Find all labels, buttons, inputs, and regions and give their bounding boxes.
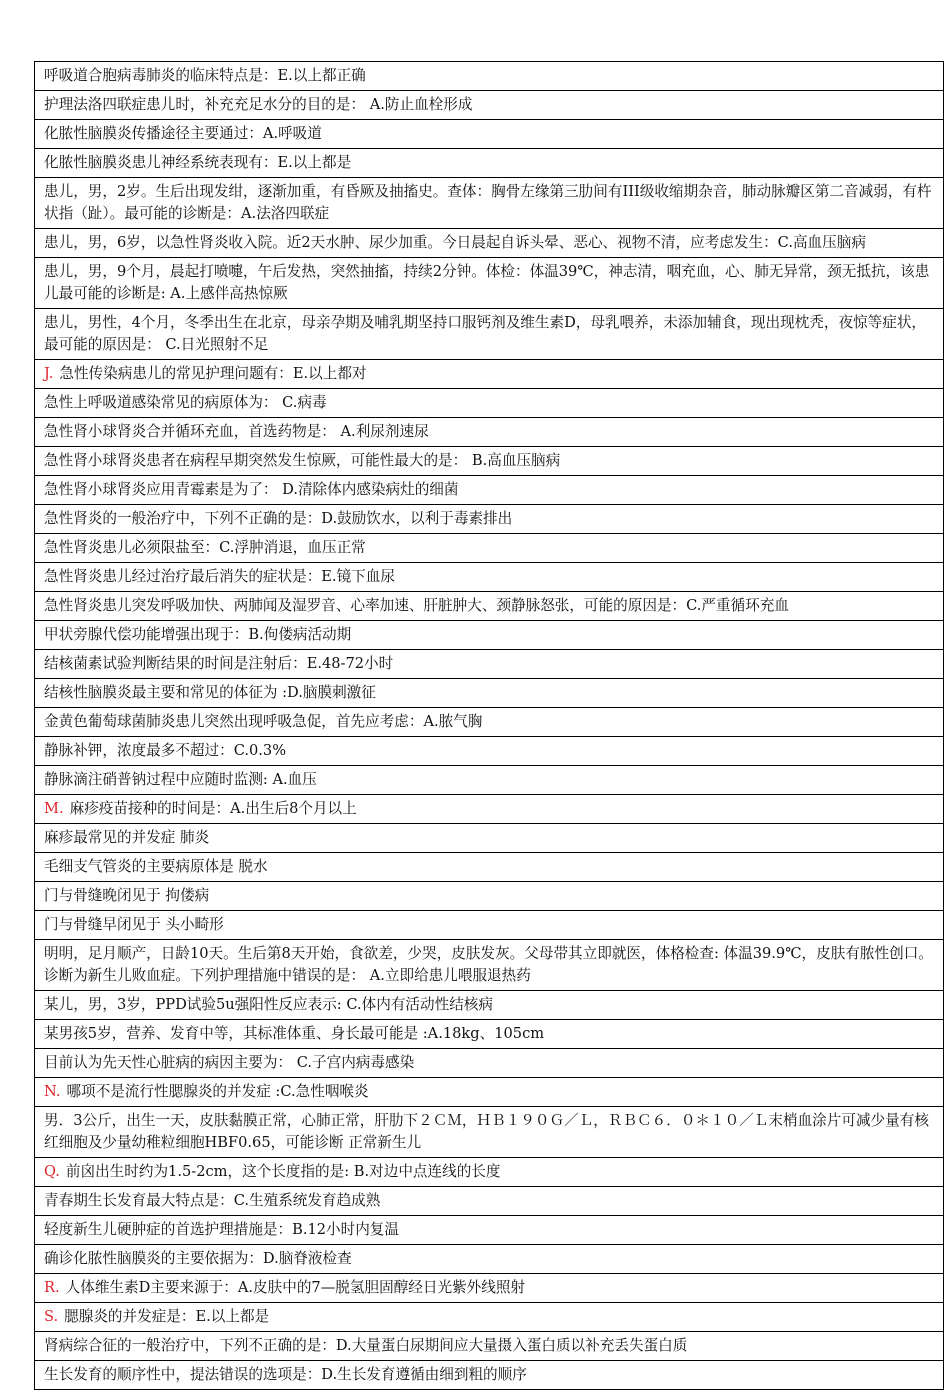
- question-answer-text: 男．3公斤，出生一天，皮肤黏膜正常，心肺正常，肝肋下２ＣＭ，ＨＢ１９０Ｇ／Ｌ，ＲＢＣ６．０＊１０／Ｌ末梢血涂片可减少量有核红细胞及少量幼稚粒细胞HBF0.65，可能诊断 正常新生儿: [44, 1112, 929, 1151]
- question-cell: [35, 149, 944, 178]
- question-cell: [35, 708, 944, 737]
- question-answer-text: 前囟出生时约为1.5-2cm，这个长度指的是: B.对边中点连线的长度: [65, 1163, 501, 1180]
- question-answer-text: 轻度新生儿硬肿症的首选护理措施是：B.12小时内复温: [44, 1221, 399, 1238]
- question-cell: [35, 911, 944, 940]
- table-row: [35, 1216, 944, 1245]
- question-answer-text: 急性肾炎患儿经过治疗最后消失的症状是：E.镜下血尿: [44, 568, 395, 585]
- question-cell: [35, 1020, 944, 1049]
- question-answer-text: 明明，足月顺产，日龄10天。生后第8天开始，食欲差，少哭，皮肤发灰。父母带其立即就医，体格检查: 体温39.9℃，皮肤有脓性创口。诊断为新生儿败血症。下列护理措施中错误的是： A.立即给患儿喂服退热药: [44, 945, 933, 984]
- table-row: [35, 737, 944, 766]
- table-row: [35, 1187, 944, 1216]
- question-answer-text: 麻疹疫苗接种的时间是：A.出生后8个月以上: [69, 800, 357, 817]
- table-row: [35, 679, 944, 708]
- question-answer-text: 患儿，男性，4个月，冬季出生在北京，母亲孕期及哺乳期坚持口服钙剂及维生素D，母乳喂养，未添加辅食，现出现枕秃，夜惊等症状，最可能的原因是： C.日光照射不足: [44, 314, 927, 353]
- question-answer-text: 腮腺炎的并发症是：E.以上都是: [64, 1308, 270, 1325]
- question-cell: [35, 650, 944, 679]
- table-row: [35, 1049, 944, 1078]
- question-answer-text: 急性肾炎患儿必须限盐至：C.浮肿消退，血压正常: [44, 539, 366, 556]
- table-row: [35, 1078, 944, 1107]
- question-answer-text: 患儿，男，9个月，晨起打喷嚏，午后发热，突然抽搐，持续2分钟。体检：体温39℃，神志清，咽充血，心、肺无异常，颈无抵抗，该患儿最可能的诊断是: A.上感伴高热惊厥: [44, 263, 930, 302]
- question-answer-text: 门与骨缝早闭见于 头小畸形: [44, 916, 224, 933]
- question-cell: [35, 1107, 944, 1158]
- question-answer-text: 化脓性脑膜炎传播途径主要通过：A.呼吸道: [44, 125, 322, 142]
- table-row: [35, 766, 944, 795]
- question-answer-text: 静脉滴注硝普钠过程中应随时监测: A.血压: [44, 771, 317, 788]
- question-cell: [35, 1216, 944, 1245]
- question-cell: [35, 824, 944, 853]
- question-answer-table: [34, 61, 944, 1390]
- question-cell: [35, 178, 944, 229]
- table-row: [35, 389, 944, 418]
- question-answer-text: 确诊化脓性脑膜炎的主要依据为：D.脑脊液检查: [44, 1250, 352, 1267]
- question-answer-text: 化脓性脑膜炎患儿神经系统表现有：E.以上都是: [44, 154, 352, 171]
- question-answer-text: 毛细支气管炎的主要病原体是 脱水: [44, 858, 268, 875]
- table-row: [35, 795, 944, 824]
- question-cell: [35, 1078, 944, 1107]
- question-cell: [35, 1187, 944, 1216]
- question-answer-text: 急性肾小球肾炎合并循环充血，首选药物是： A.利尿剂速尿: [44, 423, 429, 440]
- table-row: [35, 911, 944, 940]
- question-answer-text: 目前认为先天性心脏病的病因主要为： C.子宫内病毒感染: [44, 1054, 415, 1071]
- question-cell: [35, 505, 944, 534]
- question-cell: [35, 1303, 944, 1332]
- question-cell: [35, 534, 944, 563]
- table-row: [35, 178, 944, 229]
- question-cell: [35, 621, 944, 650]
- question-cell: [35, 258, 944, 309]
- question-answer-text: 护理法洛四联症患儿时，补充充足水分的目的是： A.防止血栓形成: [44, 96, 473, 113]
- index-letter: S.: [44, 1308, 59, 1325]
- table-row: [35, 505, 944, 534]
- question-cell: [35, 360, 944, 389]
- question-cell: [35, 229, 944, 258]
- table-row: [35, 882, 944, 911]
- question-answer-text: 呼吸道合胞病毒肺炎的临床特点是：E.以上都正确: [44, 67, 366, 84]
- question-answer-text: 青春期生长发育最大特点是：C.生殖系统发育趋成熟: [44, 1192, 381, 1209]
- index-letter: M.: [44, 800, 64, 817]
- table-row: [35, 1332, 944, 1361]
- index-letter: N.: [44, 1083, 61, 1100]
- question-cell: [35, 1158, 944, 1187]
- question-answer-table-body: [35, 62, 944, 1390]
- question-answer-text: 某男孩5岁，营养、发育中等，其标准体重、身长最可能是 :A.18kg、105cm: [44, 1025, 545, 1042]
- question-cell: [35, 476, 944, 505]
- table-row: [35, 149, 944, 178]
- question-answer-text: 急性传染病患儿的常见护理问题有：E.以上都对: [59, 365, 367, 382]
- question-answer-text: 急性肾小球肾炎患者在病程早期突然发生惊厥，可能性最大的是： B.高血压脑病: [44, 452, 561, 469]
- question-cell: [35, 91, 944, 120]
- index-letter: J.: [44, 365, 54, 382]
- table-row: [35, 853, 944, 882]
- table-row: [35, 563, 944, 592]
- question-cell: [35, 882, 944, 911]
- table-row: [35, 62, 944, 91]
- question-cell: [35, 592, 944, 621]
- question-cell: [35, 853, 944, 882]
- question-answer-text: 急性肾炎的一般治疗中，下列不正确的是：D.鼓励饮水，以利于毒素排出: [44, 510, 513, 527]
- index-letter: R.: [44, 1279, 60, 1296]
- table-row: [35, 1107, 944, 1158]
- question-answer-text: 结核性脑膜炎最主要和常见的体征为 :D.脑膜刺激征: [44, 684, 376, 701]
- question-answer-text: 甲状旁腺代偿功能增强出现于：B.佝偻病活动期: [44, 626, 352, 643]
- question-answer-text: 急性肾炎患儿突发呼吸加快、两肺闻及湿罗音、心率加速、肝脏肿大、颈静脉怒张，可能的原因是：C.严重循环充血: [44, 597, 789, 614]
- table-row: [35, 229, 944, 258]
- table-row: [35, 592, 944, 621]
- table-row: [35, 1020, 944, 1049]
- table-row: [35, 309, 944, 360]
- table-row: [35, 1303, 944, 1332]
- question-cell: [35, 1245, 944, 1274]
- question-answer-text: 急性肾小球肾炎应用青霉素是为了： D.清除体内感染病灶的细菌: [44, 481, 459, 498]
- question-answer-text: 患儿，男，6岁，以急性肾炎收入院。近2天水肿、尿少加重。今日晨起自诉头晕、恶心、视物不清，应考虑发生：C.高血压脑病: [44, 234, 866, 251]
- question-cell: [35, 1274, 944, 1303]
- table-row: [35, 708, 944, 737]
- table-row: [35, 1158, 944, 1187]
- question-answer-text: 哪项不是流行性腮腺炎的并发症 :C.急性咽喉炎: [66, 1083, 369, 1100]
- question-answer-text: 急性上呼吸道感染常见的病原体为： C.病毒: [44, 394, 327, 411]
- table-row: [35, 1245, 944, 1274]
- table-row: [35, 621, 944, 650]
- question-cell: [35, 766, 944, 795]
- question-cell: [35, 418, 944, 447]
- question-cell: [35, 389, 944, 418]
- table-row: [35, 534, 944, 563]
- question-cell: [35, 62, 944, 91]
- table-row: [35, 360, 944, 389]
- table-row: [35, 650, 944, 679]
- question-answer-text: 金黄色葡萄球菌肺炎患儿突然出现呼吸急促，首先应考虑：A.脓气胸: [44, 713, 483, 730]
- question-cell: [35, 1361, 944, 1390]
- question-cell: [35, 1049, 944, 1078]
- table-row: [35, 824, 944, 853]
- question-cell: [35, 447, 944, 476]
- table-row: [35, 1361, 944, 1390]
- table-row: [35, 447, 944, 476]
- question-cell: [35, 679, 944, 708]
- table-row: [35, 91, 944, 120]
- question-answer-text: 门与骨缝晚闭见于 拘偻病: [44, 887, 210, 904]
- table-row: [35, 991, 944, 1020]
- table-row: [35, 258, 944, 309]
- question-cell: [35, 309, 944, 360]
- index-letter: Q.: [44, 1163, 60, 1180]
- question-cell: [35, 1332, 944, 1361]
- question-answer-text: 人体维生素D主要来源于：A.皮肤中的7—脱氢胆固醇经日光紫外线照射: [65, 1279, 526, 1296]
- question-answer-text: 某儿，男，3岁，PPD试验5u强阳性反应表示: C.体内有活动性结核病: [44, 996, 493, 1013]
- question-cell: [35, 120, 944, 149]
- question-answer-text: 结核菌素试验判断结果的时间是注射后：E.48-72小时: [44, 655, 394, 672]
- question-answer-text: 生长发育的顺序性中，提法错误的选项是：D.生长发育遵循由细到粗的顺序: [44, 1366, 527, 1383]
- table-row: [35, 1274, 944, 1303]
- table-row: [35, 120, 944, 149]
- question-cell: [35, 795, 944, 824]
- question-answer-text: 静脉补钾，浓度最多不超过：C.0.3%: [44, 742, 287, 759]
- question-cell: [35, 737, 944, 766]
- question-answer-text: 肾病综合征的一般治疗中，下列不正确的是：D.大量蛋白尿期间应大量摄入蛋白质以补充丢失蛋白质: [44, 1337, 688, 1354]
- question-cell: [35, 563, 944, 592]
- question-answer-text: 麻疹最常见的并发症 肺炎: [44, 829, 210, 846]
- table-row: [35, 476, 944, 505]
- question-answer-text: 患儿，男，2岁。生后出现发绀，逐渐加重，有昏厥及抽搐史。查体：胸骨左缘第三肋间有III级收缩期杂音，肺动脉瓣区第二音减弱，有杵状指（趾）。最可能的诊断是：A.法洛四联症: [44, 183, 932, 222]
- table-row: [35, 418, 944, 447]
- question-cell: [35, 940, 944, 991]
- question-cell: [35, 991, 944, 1020]
- table-row: [35, 940, 944, 991]
